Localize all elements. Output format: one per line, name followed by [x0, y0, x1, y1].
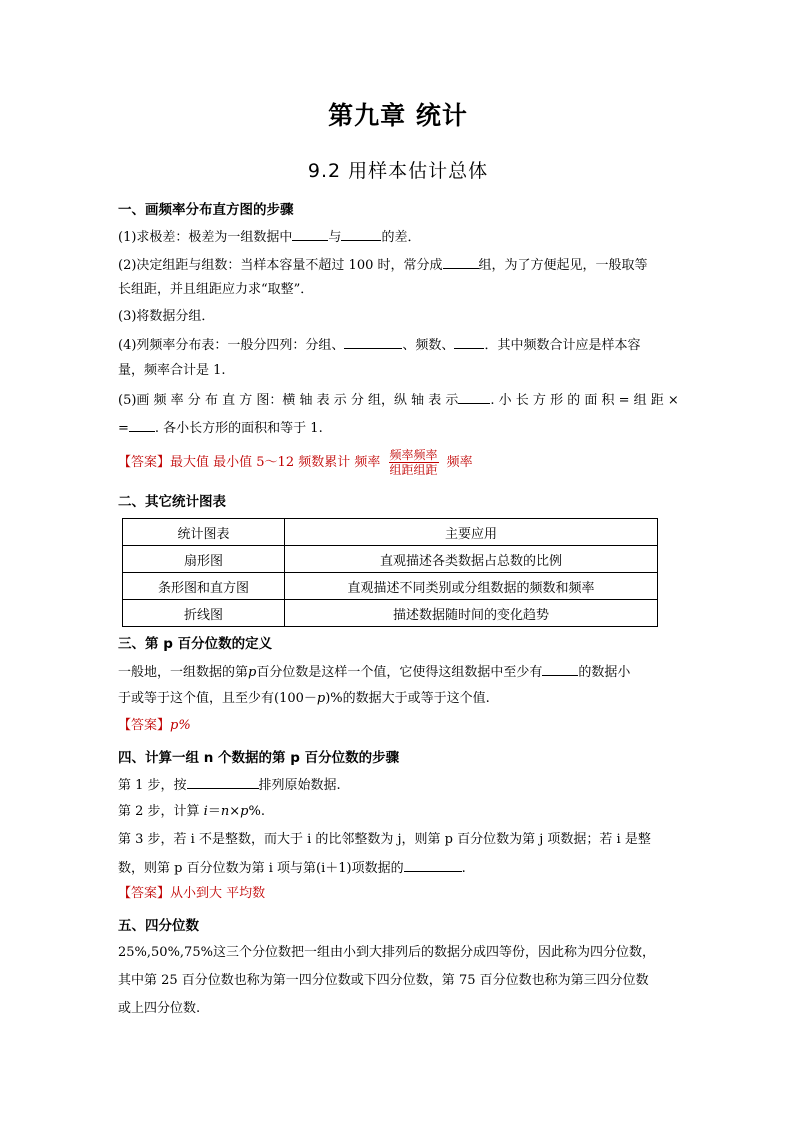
- s1-text: 组，为了方便起见，一般取等: [478, 258, 648, 273]
- section-5-heading: 五、四分位数: [118, 918, 199, 934]
- s1-text: . 小 长 方 形 的 面 积 = 组 距 ×: [490, 393, 679, 408]
- s1-line-3: 长组距，并且组距应力求“取整”．: [118, 282, 314, 297]
- s1-text: ．其中频数合计应是样本容: [484, 338, 641, 353]
- answer-text: 频率: [446, 455, 473, 470]
- s3-answer: [118, 716, 678, 736]
- s1-line-4: (3)将数据分组．: [118, 309, 215, 324]
- s1-text: (4)列频率分布表：一般分四列：分组、: [118, 338, 345, 353]
- s5-line-3: 或上四分位数.: [118, 1001, 201, 1016]
- s3-text: 一般地，一组数据的第: [118, 665, 249, 680]
- blank: [344, 334, 402, 349]
- s1-answer: [118, 448, 678, 478]
- table-header-cell: 主要应用: [285, 519, 658, 546]
- s1-text: (2)决定组距与组数：当样本容量不超过 100 时，常分成: [118, 258, 443, 273]
- table-cell: 折线图: [123, 600, 285, 627]
- chapter-title: 第九章 统计: [328, 101, 468, 130]
- table-cell: 扇形图: [123, 546, 285, 573]
- blank: [404, 857, 462, 872]
- fraction-numerator: 频率频率: [389, 448, 438, 462]
- s1-line-2: [118, 254, 678, 276]
- s3-text: 百分位数是这样一个值，它使得这组数据中至少有: [256, 665, 543, 680]
- s4-line-3: 第 3 步，若 i 不是整数，而大于 i 的比邻整数为 j，则第 p 百分位数为第 j 项数据；若 i 是整: [118, 832, 651, 847]
- s4-line-1: [118, 774, 678, 796]
- s3-text: 的数据小: [578, 665, 631, 680]
- s1-text: . 各小长方形的面积和等于 1.: [154, 421, 323, 436]
- s4-var: i: [203, 804, 208, 819]
- s4-text: %.: [248, 804, 265, 819]
- blank: [542, 661, 578, 676]
- s1-line-7: [118, 389, 678, 411]
- s1-text: (1)求极差：极差为一组数据中: [118, 230, 293, 245]
- table-cell: 条形图和直方图: [123, 573, 285, 600]
- s4-var: n: [220, 804, 230, 819]
- blank: [292, 226, 328, 241]
- s4-line-4: [118, 857, 678, 879]
- s3-text: 于或等于这个值，且至少有(100－: [118, 691, 317, 706]
- blank: [458, 389, 490, 404]
- s4-answer: [118, 884, 678, 904]
- s1-text: 、频数、: [402, 338, 455, 353]
- table-cell: 直观描述不同类别或分组数据的频数和频率: [285, 573, 658, 600]
- blank: [129, 417, 155, 432]
- s3-line-1: [118, 661, 678, 683]
- s4-text: ＝: [207, 804, 221, 819]
- answer-text: p%: [170, 718, 191, 733]
- s1-line-6: 量，频率合计是 1.: [118, 363, 226, 378]
- blank: [187, 774, 259, 789]
- blank: [341, 226, 381, 241]
- s4-text: 第 2 步，计算: [118, 804, 204, 819]
- table-row: [123, 546, 658, 573]
- section-2-heading: 二、其它统计图表: [118, 494, 226, 510]
- blank: [454, 334, 484, 349]
- s1-text: 的差．: [381, 230, 421, 245]
- stats-chart-table: [122, 518, 658, 627]
- s1-line-5: [118, 334, 678, 356]
- s4-line-2: [118, 802, 678, 822]
- answer-text: 最大值 最小值 5～12 频数累计 频率: [170, 455, 381, 470]
- table-cell: 描述数据随时间的变化趋势: [285, 600, 658, 627]
- s3-line-2: [118, 689, 678, 709]
- s1-text: 与: [328, 230, 342, 245]
- answer-tag: 【答案】: [118, 455, 171, 470]
- table-cell: 直观描述各类数据占总数的比例: [285, 546, 658, 573]
- table-row: [123, 573, 658, 600]
- s4-text: 第 1 步，按: [118, 778, 187, 793]
- s3-var: p: [248, 665, 257, 680]
- s5-line-2: 其中第 25 百分位数也称为第一四分位数或下四分位数，第 75 百分位数也称为第三四分位数: [118, 973, 649, 988]
- answer-text: 从小到大 平均数: [170, 886, 266, 901]
- section-4-heading: 四、计算一组 n 个数据的第 p 百分位数的步骤: [118, 750, 400, 766]
- s1-text: (5)画 频 率 分 布 直 方 图：横 轴 表 示 分 组，纵 轴 表 示: [118, 393, 459, 408]
- s4-text: 数，则第 p 百分位数为第 i 项与第(i＋1)项数据的: [118, 861, 404, 876]
- section-1-heading: 一、画频率分布直方图的步骤: [118, 202, 294, 218]
- s4-text: ×: [229, 804, 241, 819]
- answer-fraction: [389, 448, 439, 477]
- section-title: 9.2 用样本估计总体: [307, 160, 489, 182]
- s1-line-1: [118, 226, 678, 248]
- s1-text: =: [118, 421, 129, 436]
- s4-var: p: [240, 804, 249, 819]
- section-3-heading: 三、第 p 百分位数的定义: [118, 636, 273, 652]
- answer-tag: 【答案】: [118, 886, 171, 901]
- fraction-denominator: 组距组距: [389, 463, 438, 477]
- s5-line-1: 25%,50%,75%这三个分位数把一组由小到大排列后的数据分成四等份，因此称为四分位数，: [118, 945, 655, 960]
- s3-var: p: [316, 691, 326, 706]
- answer-tag: 【答案】: [118, 718, 171, 733]
- s4-text: 排列原始数据.: [258, 778, 341, 793]
- blank: [443, 254, 479, 269]
- s3-text: )%的数据大于或等于这个值.: [325, 691, 490, 706]
- s1-line-8: [118, 417, 678, 439]
- table-row: [123, 600, 658, 627]
- s4-text: .: [461, 861, 466, 876]
- table-header-cell: 统计图表: [123, 519, 285, 546]
- table-header-row: [123, 519, 658, 546]
